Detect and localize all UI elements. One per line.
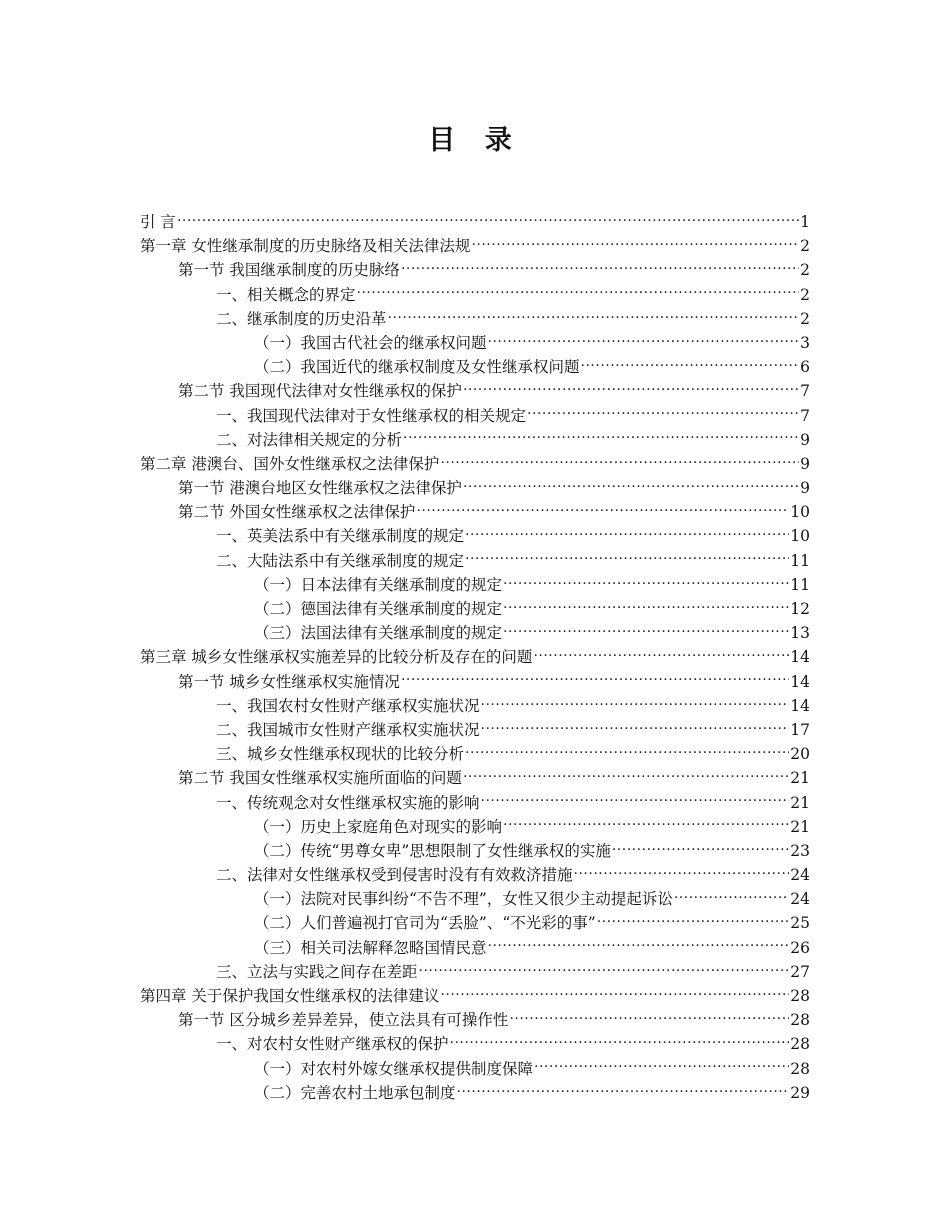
toc-page-number: 24 xyxy=(790,866,810,885)
toc-dot-leader xyxy=(488,937,790,953)
toc-entry[interactable] xyxy=(140,500,810,524)
toc-entry-title: 一、相关概念的界定 xyxy=(216,285,356,304)
toc-page-number: 13 xyxy=(790,624,810,643)
toc-dot-leader xyxy=(450,1034,790,1050)
toc-dot-leader xyxy=(597,913,790,929)
toc-page-number: 24 xyxy=(790,890,810,909)
toc-entry[interactable] xyxy=(140,839,810,863)
toc-page-number: 9 xyxy=(800,430,810,449)
toc-page-number: 21 xyxy=(790,793,810,812)
toc-entry-title: （一）我国古代社会的继承权问题 xyxy=(254,333,487,352)
toc-dot-leader xyxy=(581,357,800,373)
toc-page-number: 6 xyxy=(800,358,810,377)
toc-page-number: 14 xyxy=(790,672,810,691)
toc-entry[interactable] xyxy=(140,549,810,573)
toc-entry-title: 第二章 港澳台、国外女性继承权之法律保护 xyxy=(140,454,440,473)
toc-entry[interactable] xyxy=(140,234,810,258)
toc-entry-title: （二）德国法律有关继承制度的规定 xyxy=(254,600,503,618)
toc-entry-title: （三）法国法律有关继承制度的规定 xyxy=(254,624,503,643)
toc-entry[interactable] xyxy=(140,670,810,694)
toc-dot-leader xyxy=(419,961,790,977)
toc-page-number: 28 xyxy=(790,987,810,1005)
toc-entry[interactable] xyxy=(140,1008,810,1032)
toc-entry-title: 一、对农村女性财产继承权的保护 xyxy=(216,1035,449,1054)
toc-page-number: 10 xyxy=(790,527,810,546)
toc-page-number: 2 xyxy=(800,309,810,328)
toc-entry-title: 第一节 我国继承制度的历史脉络 xyxy=(178,261,400,280)
toc-entry-title: （一）历史上家庭角色对现实的影响 xyxy=(254,817,503,836)
toc-dot-leader xyxy=(674,889,789,905)
toc-dot-leader xyxy=(440,453,799,469)
toc-entry-title: （二）完善农村土地承包制度 xyxy=(254,1083,456,1102)
toc-entry-title: 三、立法与实践之间存在差距 xyxy=(216,962,418,981)
toc-dot-leader xyxy=(463,768,789,784)
toc-entry-title: 二、对法律相关规定的分析 xyxy=(216,430,403,449)
toc-dot-leader xyxy=(388,308,800,324)
toc-entry-title: 引 言 xyxy=(140,213,176,231)
toc-page-number: 27 xyxy=(790,962,810,981)
toc-dot-leader xyxy=(503,816,789,832)
toc-entry[interactable] xyxy=(140,379,810,403)
toc-entry[interactable] xyxy=(140,863,810,887)
toc-page-number: 12 xyxy=(790,600,810,618)
toc-entry-title: 第一节 城乡女性继承权实施情况 xyxy=(178,672,400,691)
toc-dot-leader xyxy=(471,236,799,252)
toc-dot-leader xyxy=(574,865,790,881)
toc-entry[interactable] xyxy=(140,694,810,718)
toc-page-number: 28 xyxy=(790,1011,810,1030)
toc-entry[interactable] xyxy=(140,815,810,839)
toc-entry[interactable] xyxy=(140,1057,810,1081)
toc-page-number: 14 xyxy=(790,696,810,715)
toc-page-number: 29 xyxy=(790,1083,810,1102)
toc-page-number: 3 xyxy=(800,333,810,352)
toc-dot-leader xyxy=(416,502,789,518)
toc-dot-leader xyxy=(457,1082,790,1098)
toc-entry[interactable] xyxy=(140,621,810,645)
toc-dot-leader xyxy=(465,744,789,760)
toc-page-number: 23 xyxy=(790,841,810,860)
toc-entry-title: 二、大陆法系中有关继承制度的规定 xyxy=(216,551,465,570)
toc-entry[interactable] xyxy=(140,210,810,234)
toc-entry-title: （三）相关司法解释忽略国情民意 xyxy=(254,938,487,957)
toc-page-number: 21 xyxy=(790,769,810,788)
toc-entry-title: （二）我国近代的继承权制度及女性继承权问题 xyxy=(254,358,580,377)
toc-dot-leader xyxy=(481,792,790,808)
toc-dot-leader xyxy=(527,405,799,421)
toc-page-number: 25 xyxy=(790,914,810,933)
toc-dot-leader xyxy=(465,526,789,542)
toc-dot-leader xyxy=(401,671,789,687)
toc-page-number: 21 xyxy=(790,817,810,836)
toc-dot-leader xyxy=(488,332,800,348)
toc-entry[interactable] xyxy=(140,283,810,307)
toc-entry[interactable] xyxy=(140,1032,810,1056)
toc-entry-title: 三、城乡女性继承权现状的比较分析 xyxy=(216,745,465,764)
toc-entry[interactable] xyxy=(140,258,810,282)
toc-dot-leader xyxy=(503,599,789,615)
toc-dot-leader xyxy=(463,381,799,397)
toc-page-number: 28 xyxy=(790,1059,810,1078)
toc-entry[interactable] xyxy=(140,428,810,452)
toc-entry[interactable] xyxy=(140,936,810,960)
toc-entry[interactable] xyxy=(140,573,810,597)
toc-page-number: 1 xyxy=(800,213,810,231)
toc-entry-title: 第一节 港澳台地区女性继承权之法律保护 xyxy=(178,479,462,498)
toc-entry[interactable] xyxy=(140,404,810,428)
toc-entry[interactable] xyxy=(140,645,810,669)
toc-page-number: 9 xyxy=(800,454,810,473)
toc-page-number: 14 xyxy=(790,648,810,667)
toc-entry[interactable] xyxy=(140,331,810,355)
toc-entry-title: （一）对农村外嫁女继承权提供制度保障 xyxy=(254,1059,534,1078)
toc-entry[interactable] xyxy=(140,718,810,742)
toc-page-number: 20 xyxy=(790,745,810,764)
toc-entry[interactable] xyxy=(140,887,810,911)
toc-entry-title: 二、法律对女性继承权受到侵害时没有有效救济措施 xyxy=(216,866,573,885)
toc-dot-leader xyxy=(403,429,799,445)
toc-page-number: 9 xyxy=(800,479,810,498)
toc-dot-leader xyxy=(357,284,800,300)
toc-page-number: 2 xyxy=(800,237,810,256)
toc-entry[interactable] xyxy=(140,984,810,1008)
toc-page-number: 28 xyxy=(790,1035,810,1054)
toc-entry[interactable] xyxy=(140,355,810,379)
toc-entry[interactable] xyxy=(140,1081,810,1105)
toc-dot-leader xyxy=(503,623,789,639)
toc-entry-title: 第一节 区分城乡差异差异，使立法具有可操作性 xyxy=(178,1011,509,1030)
toc-entry-title: 第一章 女性继承制度的历史脉络及相关法律法规 xyxy=(140,237,471,256)
toc-page-number: 11 xyxy=(790,575,810,594)
toc-entry-title: 二、继承制度的历史沿革 xyxy=(216,309,387,328)
toc-dot-leader xyxy=(534,1058,789,1074)
toc-entry[interactable] xyxy=(140,476,810,500)
toc-entry-title: 第三章 城乡女性继承权实施差异的比较分析及存在的问题 xyxy=(140,648,533,667)
toc-entry[interactable] xyxy=(140,791,810,815)
toc-entry[interactable] xyxy=(140,766,810,790)
toc-page-number: 7 xyxy=(800,406,810,425)
toc-entry-title: 第二节 我国女性继承权实施所面临的问题 xyxy=(178,769,462,788)
toc-entry-title: 一、传统观念对女性继承权实施的影响 xyxy=(216,793,480,812)
toc-page-number: 17 xyxy=(790,720,810,739)
toc-entry[interactable] xyxy=(140,452,810,476)
toc-entry-title: 一、我国农村女性财产继承权实施状况 xyxy=(216,696,480,715)
toc-entry-title: 第四章 关于保护我国女性继承权的法律建议 xyxy=(140,987,440,1005)
toc-page-number: 2 xyxy=(800,261,810,280)
page-title: 目 录 xyxy=(428,125,522,156)
toc-dot-leader xyxy=(533,647,789,663)
toc-page-number: 2 xyxy=(800,285,810,304)
toc-entry[interactable] xyxy=(140,742,810,766)
toc-entry[interactable] xyxy=(140,911,810,935)
toc-dot-leader xyxy=(509,1010,789,1026)
toc-dot-leader xyxy=(481,719,790,735)
toc-dot-leader xyxy=(503,574,789,590)
toc-entry-title: 一、英美法系中有关继承制度的规定 xyxy=(216,527,465,546)
toc-page-number: 10 xyxy=(790,503,810,522)
toc-dot-leader xyxy=(463,478,799,494)
toc-page-number: 26 xyxy=(790,938,810,957)
table-of-contents xyxy=(140,210,810,1105)
toc-dot-leader xyxy=(401,260,799,276)
toc-dot-leader xyxy=(481,695,790,711)
toc-entry[interactable] xyxy=(140,524,810,548)
toc-dot-leader xyxy=(465,550,789,566)
toc-entry-title: （二）人们普遍视打官司为“丢脸”、“不光彩的事” xyxy=(254,914,596,933)
toc-entry[interactable] xyxy=(140,960,810,984)
toc-entry-title: （二）传统“男尊女卑”思想限制了女性继承权的实施 xyxy=(254,841,611,860)
toc-page-number: 7 xyxy=(800,382,810,401)
toc-entry[interactable] xyxy=(140,307,810,331)
toc-dot-leader xyxy=(177,212,799,228)
toc-entry-title: 第二节 我国现代法律对女性继承权的保护 xyxy=(178,382,462,401)
toc-entry-title: （一）日本法律有关继承制度的规定 xyxy=(254,575,503,594)
toc-dot-leader xyxy=(612,840,789,856)
toc-entry-title: 一、我国现代法律对于女性继承权的相关规定 xyxy=(216,406,527,425)
toc-entry-title: 二、我国城市女性财产继承权实施状况 xyxy=(216,720,480,739)
toc-dot-leader xyxy=(440,986,789,1002)
toc-entry[interactable] xyxy=(140,597,810,621)
toc-entry-title: 第二节 外国女性继承权之法律保护 xyxy=(178,503,416,522)
toc-entry-title: （一）法院对民事纠纷“不告不理”，女性又很少主动提起诉讼 xyxy=(254,890,673,909)
toc-page-number: 11 xyxy=(790,551,810,570)
